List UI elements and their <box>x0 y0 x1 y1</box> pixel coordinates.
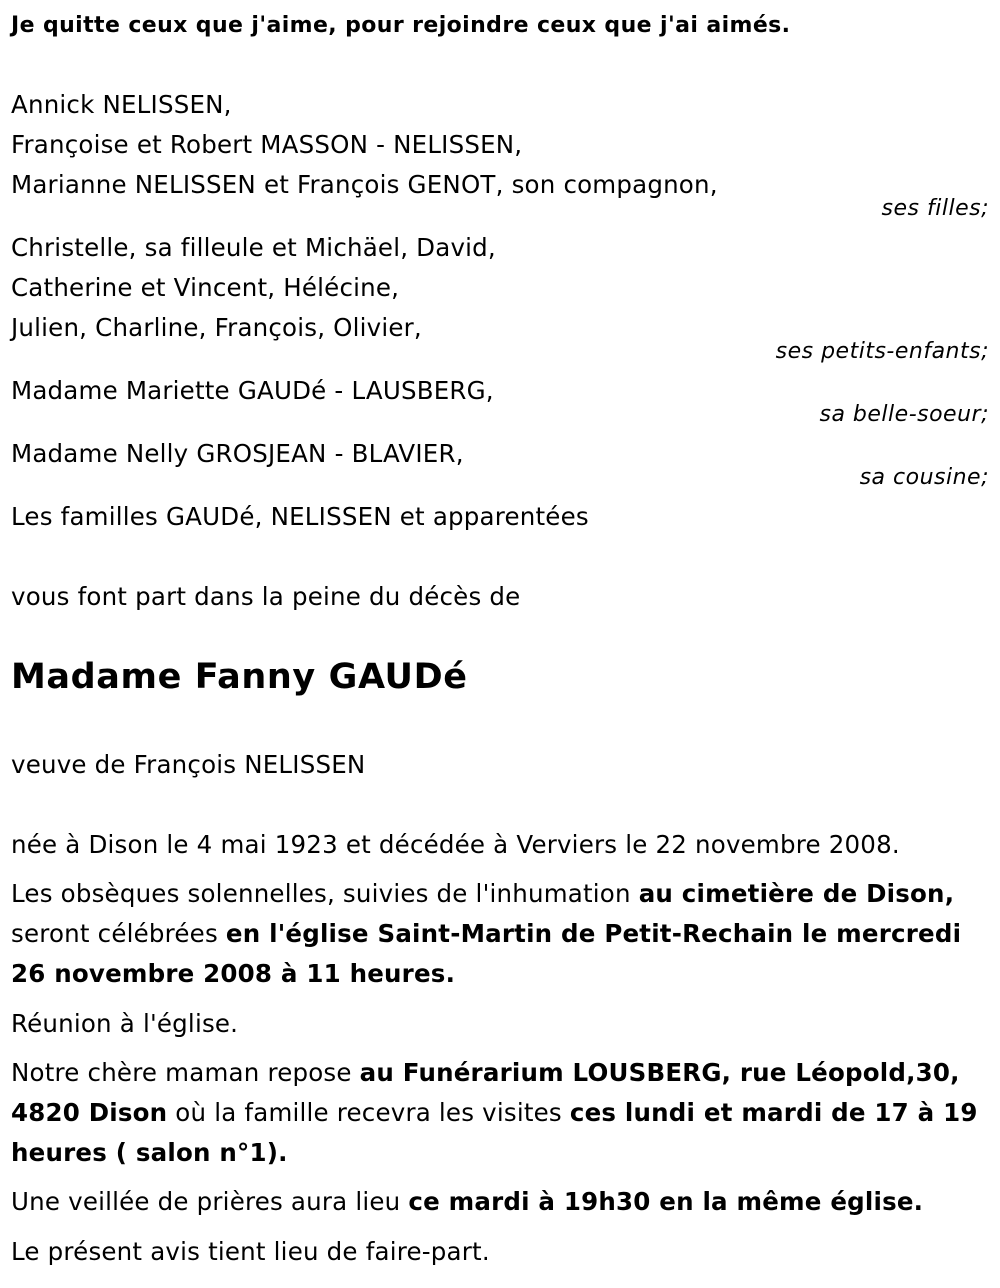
birth-death-line: née à Dison le 4 mai 1923 et décédée à Verviers le 22 novembre 2008. <box>11 830 900 859</box>
daughters-relation: ses filles; <box>881 196 989 221</box>
rest-text-plain-1: Notre chère maman repose <box>11 1058 360 1087</box>
funeral-church: en l'église Saint-Martin de Petit-Rechain le mercredi <box>225 919 962 948</box>
funeral-text-plain-1: Les obsèques solennelles, suivies de l'inhumation <box>11 879 639 908</box>
funeral-line-2 <box>11 919 961 949</box>
grandchildren-relation: ses petits-enfants; <box>775 339 989 364</box>
vigil-details: ce mardi à 19h30 en la même église. <box>408 1187 924 1216</box>
daughter-line-3: Marianne NELISSEN et François GENOT, son compagnon, <box>11 170 718 199</box>
funeral-line-1 <box>11 879 954 909</box>
funeral-text-plain-2: seront célébrées <box>11 919 226 948</box>
funeral-cemetery: au cimetière de Dison, <box>638 879 955 908</box>
vigil-line <box>11 1187 923 1217</box>
grandchild-line-3: Julien, Charline, François, Olivier, <box>11 313 422 342</box>
funeral-line-3: 26 novembre 2008 à 11 heures. <box>11 959 456 988</box>
cousin-line: Madame Nelly GROSJEAN - BLAVIER, <box>11 439 464 468</box>
rest-funerarium: au Funérarium LOUSBERG, rue Léopold,30, <box>359 1058 960 1087</box>
rest-city: 4820 Dison <box>11 1098 168 1127</box>
rest-visiting-hours: ces lundi et mardi de 17 à 19 <box>569 1098 978 1127</box>
grandchild-line-2: Catherine et Vincent, Hélécine, <box>11 273 400 302</box>
rest-line-3: heures ( salon n°1). <box>11 1138 288 1167</box>
vigil-text-plain: Une veillée de prières aura lieu <box>11 1187 409 1216</box>
daughter-line-2: Françoise et Robert MASSON - NELISSEN, <box>11 130 523 159</box>
families-line: Les familles GAUDé, NELISSEN et apparentées <box>11 502 589 531</box>
rest-line-1 <box>11 1058 960 1088</box>
meeting-line: Réunion à l'église. <box>11 1009 239 1038</box>
cousin-relation: sa cousine; <box>859 465 989 490</box>
widow-of-line: veuve de François NELISSEN <box>11 750 366 779</box>
daughter-line-1: Annick NELISSEN, <box>11 90 232 119</box>
deceased-name: Madame Fanny GAUDé <box>11 657 468 697</box>
sister-in-law-relation: sa belle-soeur; <box>819 402 989 427</box>
announcement-line: vous font part dans la peine du décès de <box>11 582 521 611</box>
rest-text-plain-2: où la famille recevra les visites <box>167 1098 570 1127</box>
grandchild-line-1: Christelle, sa filleule et Michäel, David, <box>11 233 496 262</box>
rest-line-2 <box>11 1098 978 1128</box>
epigraph: Je quitte ceux que j'aime, pour rejoindre ceux que j'ai aimés. <box>11 13 791 38</box>
sister-in-law-line: Madame Mariette GAUDé - LAUSBERG, <box>11 376 494 405</box>
closing-line: Le présent avis tient lieu de faire-part. <box>11 1237 490 1266</box>
